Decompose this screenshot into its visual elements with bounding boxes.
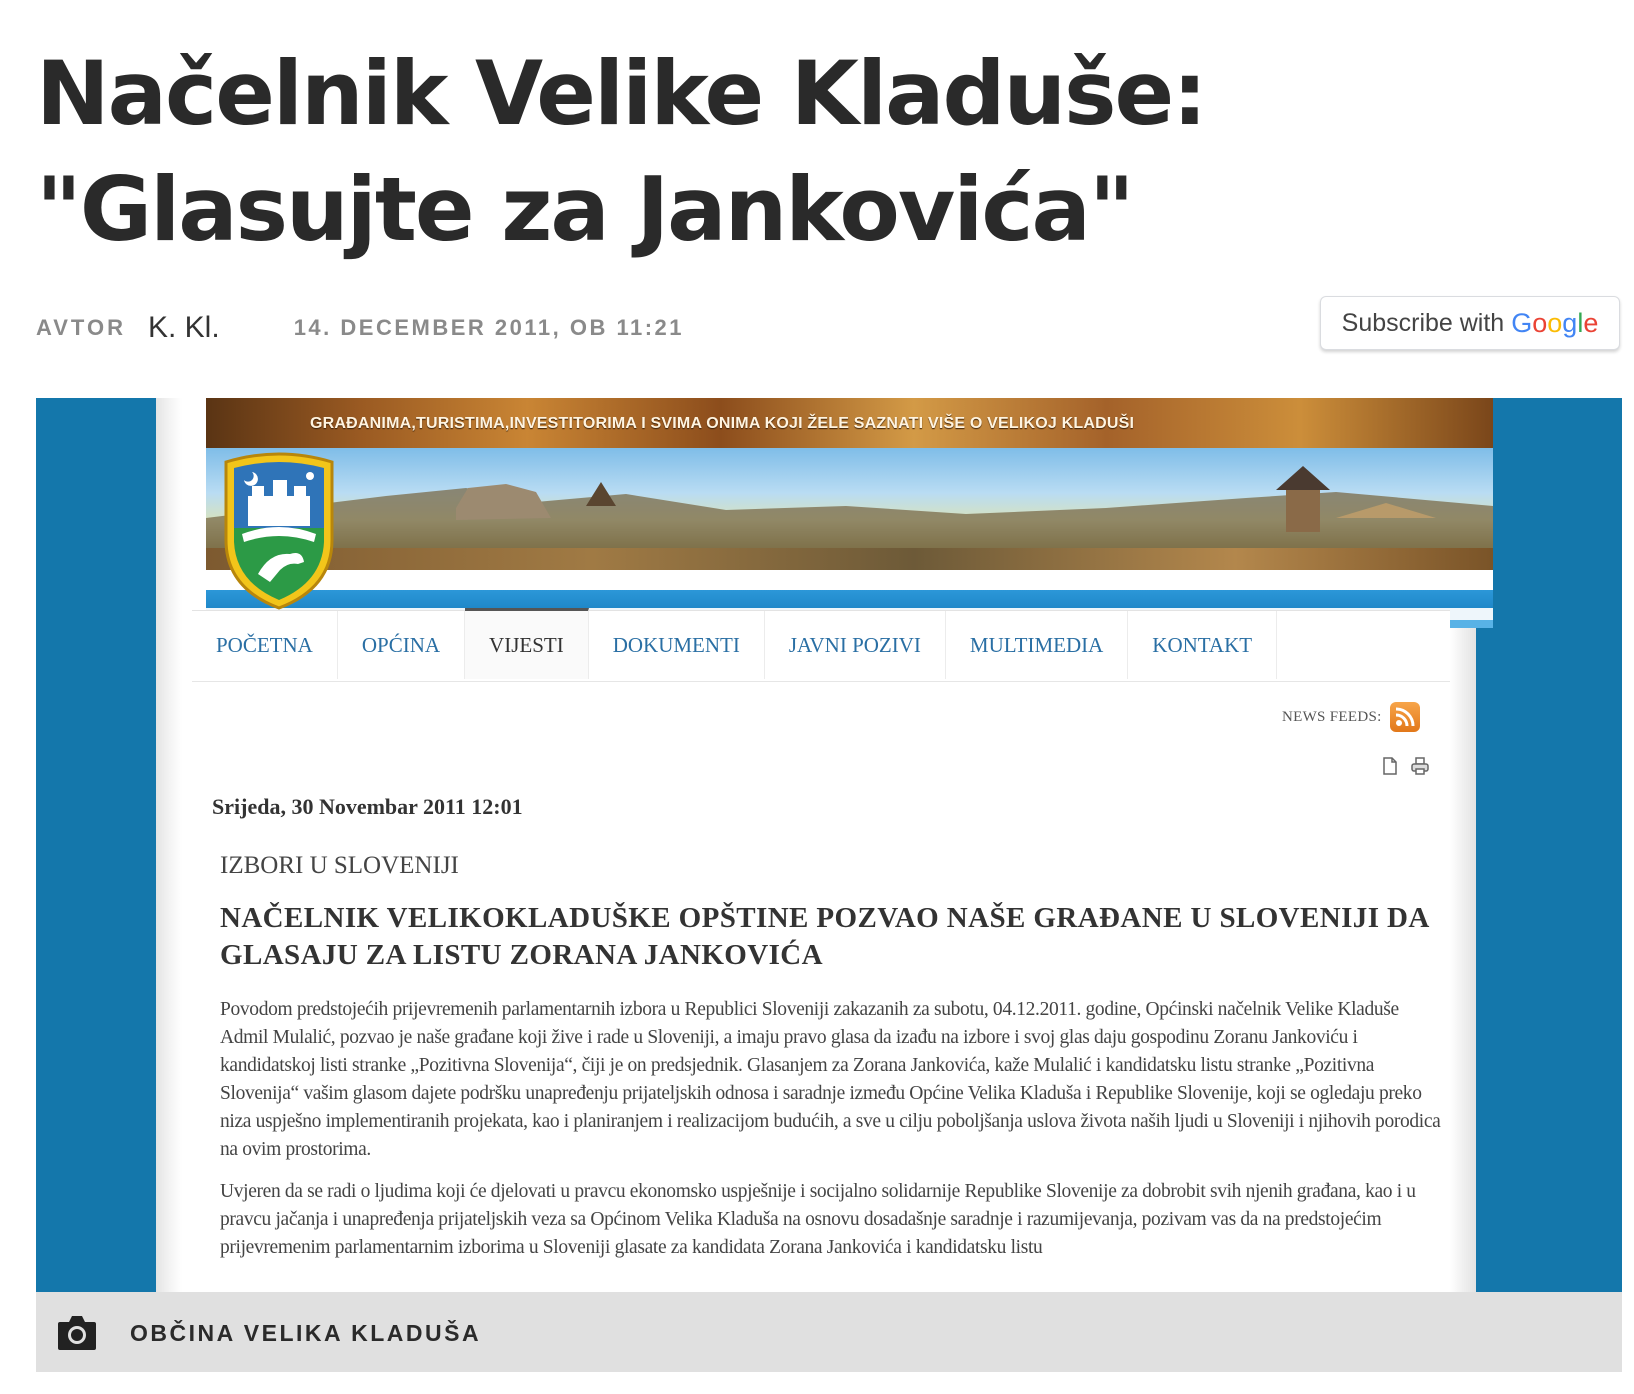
nav-item-vijesti[interactable]: VIJESTI	[465, 608, 589, 679]
image-caption-bar	[36, 1292, 1622, 1372]
subscribe-label: Subscribe with	[1341, 308, 1505, 337]
website-article-title: NAČELNIK VELIKOKLADUŠKE OPŠTINE POZVAO NAŠE GRAĐANE U SLOVENIJI DA GLASAJU ZA LISTU ZORANA JANKOVIĆA	[220, 902, 1429, 971]
nav-item-javni-pozivi[interactable]: JAVNI POZIVI	[765, 611, 946, 679]
rss-icon[interactable]	[1390, 702, 1420, 732]
website-banner	[206, 398, 1493, 628]
banner-band	[206, 570, 1493, 590]
banner-top-strip	[206, 398, 1493, 448]
website-article-date: Srijeda, 30 Novembar 2011 12:01	[212, 794, 523, 819]
screenshot-image[interactable]	[36, 398, 1622, 1292]
camera-icon	[56, 1312, 98, 1352]
banner-text: GRAĐANIMA,TURISTIMA,INVESTITORIMA I SVIMA ONIMA KOJI ŽELE SAZNATI VIŠE O VELIKOJ KLADUŠI	[310, 415, 1135, 432]
image-caption: OBČINA VELIKA KLADUŠA	[130, 1320, 482, 1346]
banner-landscape	[206, 448, 1493, 548]
nav-item-kontakt[interactable]: KONTAKT	[1128, 611, 1277, 679]
subscribe-with-google-button[interactable]	[1320, 296, 1620, 350]
news-feeds[interactable]	[1282, 702, 1420, 732]
google-wordmark	[1511, 308, 1598, 339]
article-image-figure	[36, 398, 1622, 1372]
website-nav	[192, 610, 1450, 682]
nav-item-multimedia[interactable]: MULTIMEDIA	[946, 611, 1128, 679]
article-meta	[36, 308, 684, 348]
nav-item-početna[interactable]: POČETNA	[192, 611, 338, 679]
banner-band-blue	[206, 590, 1493, 608]
website-page	[156, 398, 1476, 1292]
website-article-paragraph: Povodom predstojećih prijevremenih parlamentarnih izbora u Republici Sloveniji zakazanih za subotu, 04.12.2011. godine, Općinski načelnik Velike Kladuše Admil Mulalić, pozvao je naše građane koji žive i rade u Sloveniji, a imaju pravo glasa da izađu na izbore i svoj glas daju gospodinu Zoranu Jankoviću i kandidatskoj listi stranke „Pozitivna Slovenija“, čiji je on predsjednik. Glasanjem za Zorana Jankovića, kaže Mulalić i kandidatsku listu stranke „Pozitivna Slovenija“ vašim glasom dajete podršku unapređenju prijateljskih odnosa i saradnje između Općine Velika Kladuša i Republike Slovenije, koji se ogledaju preko niza uspješno implementiranih projekata, kao i planiranjem i realizacijom budućih, a sve u cilju poboljšanja uslova života naših ljudi u Sloveniji i njihovih porodica na ovim prostorima.	[220, 999, 1441, 1160]
document-icon[interactable]	[1380, 756, 1400, 776]
author-name[interactable]: K. Kl.	[147, 311, 220, 344]
google-letter: o	[1532, 307, 1548, 338]
author-label: AVTOR	[36, 315, 126, 340]
article-tools	[1380, 756, 1430, 776]
google-letter: G	[1511, 307, 1533, 338]
print-icon[interactable]	[1410, 756, 1430, 776]
banner-ground	[206, 548, 1493, 570]
article-headline: Načelnik Velike Kladuše: "Glasujte za Jankovića"	[36, 42, 1206, 261]
crest-logo	[218, 450, 340, 610]
website-article-paragraph: Uvjeren da se radi o ljudima koji će djelovati u pravcu ekonomsko uspješnije i socijalno solidarnije Republike Slovenije za dobrobit svih njenih građana, kao i u pravcu jačanja i unapređenja prijateljskih veza sa Općinom Velika Kladuša na osnovu dosadašnje saradnje i razumijevanja, pozivam vas da na predstojećim prijevremenim parlamentarnim izborima u Sloveniji glasate za kandidata Zorana Jankovića i kandidatsku listu	[220, 1181, 1416, 1258]
google-letter: e	[1583, 307, 1599, 338]
nav-item-dokumenti[interactable]: DOKUMENTI	[589, 611, 765, 679]
google-letter: l	[1577, 307, 1584, 338]
google-letter: o	[1547, 307, 1563, 338]
website-article-kicker: IZBORI U SLOVENIJI	[220, 852, 459, 879]
news-feeds-label: NEWS FEEDS:	[1282, 708, 1382, 725]
nav-item-općina[interactable]: OPĆINA	[338, 611, 465, 679]
publish-date: 14. DECEMBER 2011, OB 11:21	[293, 315, 685, 340]
google-letter: g	[1562, 307, 1578, 338]
